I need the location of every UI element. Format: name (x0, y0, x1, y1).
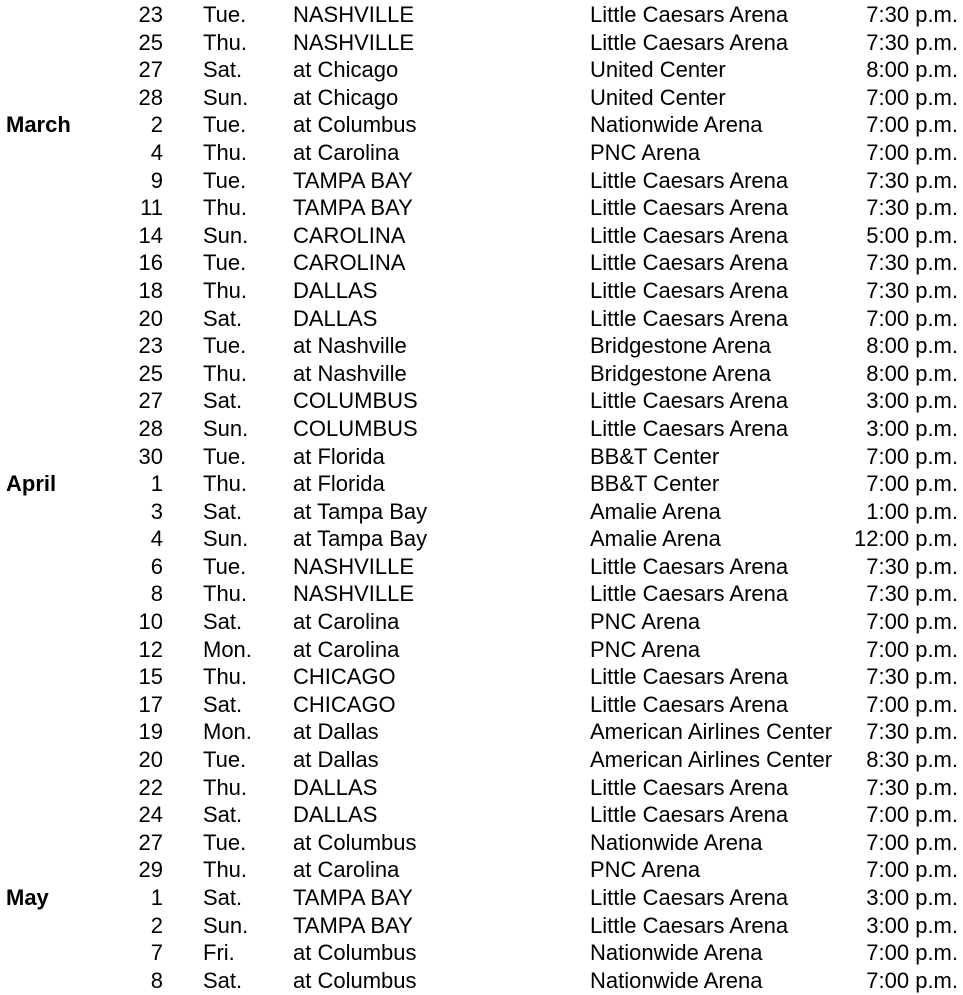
game-opponent: at Carolina (293, 609, 400, 635)
game-time: 7:00 p.m. (866, 305, 958, 331)
game-weekday: Sun. (203, 912, 249, 938)
game-venue: Little Caesars Arena (590, 277, 789, 303)
game-weekday: Thu. (203, 195, 248, 221)
game-day: 30 (138, 443, 163, 469)
game-venue: Little Caesars Arena (590, 305, 789, 331)
game-opponent: at Nashville (293, 333, 407, 359)
game-venue: Nationwide Arena (590, 829, 763, 855)
game-weekday: Thu. (203, 29, 248, 55)
game-weekday: Sun. (203, 526, 249, 552)
game-day: 2 (150, 912, 163, 938)
game-venue: Little Caesars Arena (590, 774, 789, 800)
game-venue: Nationwide Arena (590, 967, 763, 993)
game-venue: PNC Arena (590, 609, 701, 635)
game-venue: Little Caesars Arena (590, 195, 789, 221)
schedule-row (0, 1, 963, 29)
game-venue: United Center (590, 84, 726, 110)
game-weekday: Tue. (203, 250, 247, 276)
game-opponent: CHICAGO (293, 691, 396, 717)
game-opponent: TAMPA BAY (293, 195, 413, 221)
game-venue: Bridgestone Arena (590, 333, 772, 359)
schedule-row (0, 856, 963, 884)
game-time: 7:30 p.m. (866, 581, 958, 607)
game-time: 12:00 p.m. (854, 526, 958, 552)
game-opponent: at Columbus (293, 940, 417, 966)
schedule-row (0, 56, 963, 84)
game-venue: Little Caesars Arena (590, 2, 789, 27)
game-time: 3:00 p.m. (866, 388, 958, 414)
game-venue: Little Caesars Arena (590, 691, 789, 717)
schedule-row (0, 139, 963, 167)
game-opponent: NASHVILLE (293, 581, 415, 607)
schedule-row (0, 774, 963, 802)
game-weekday: Tue. (203, 2, 247, 27)
game-time: 3:00 p.m. (866, 415, 958, 441)
game-time: 8:30 p.m. (866, 747, 958, 773)
game-time: 7:00 p.m. (866, 443, 958, 469)
game-venue: PNC Arena (590, 857, 701, 883)
game-opponent: COLUMBUS (293, 388, 418, 414)
schedule-row (0, 553, 963, 581)
game-day: 9 (150, 167, 163, 193)
game-day: 28 (138, 84, 163, 110)
game-day: 8 (150, 581, 163, 607)
game-weekday: Sat. (203, 802, 243, 828)
schedule-row (0, 663, 963, 691)
game-weekday: Mon. (203, 636, 252, 662)
game-opponent: at Chicago (293, 57, 399, 83)
game-weekday: Fri. (203, 940, 235, 966)
game-day: 11 (140, 195, 163, 221)
game-time: 7:00 p.m. (866, 471, 958, 497)
game-opponent: at Carolina (293, 139, 400, 165)
schedule-row (0, 194, 963, 222)
schedule-row (0, 167, 963, 195)
game-opponent: at Dallas (293, 747, 379, 773)
month-label: May (6, 885, 49, 910)
game-time: 7:00 p.m. (866, 829, 958, 855)
game-opponent: NASHVILLE (293, 2, 415, 27)
game-day: 1 (150, 471, 163, 497)
game-opponent: at Chicago (293, 84, 399, 110)
game-weekday: Thu. (203, 277, 248, 303)
game-venue: Little Caesars Arena (590, 553, 789, 579)
game-opponent: CAROLINA (293, 222, 406, 248)
game-time: 7:30 p.m. (866, 277, 958, 303)
game-venue: Bridgestone Arena (590, 360, 772, 386)
game-day: 28 (138, 415, 163, 441)
game-opponent: NASHVILLE (293, 553, 415, 579)
game-venue: Little Caesars Arena (590, 167, 789, 193)
game-weekday: Thu. (203, 857, 248, 883)
game-opponent: at Nashville (293, 360, 407, 386)
game-weekday: Thu. (203, 139, 248, 165)
game-time: 7:00 p.m. (866, 857, 958, 883)
game-opponent: at Tampa Bay (293, 526, 428, 552)
game-weekday: Sun. (203, 84, 249, 110)
month-label: March (6, 112, 71, 138)
game-venue: PNC Arena (590, 139, 701, 165)
schedule-row (0, 718, 963, 746)
game-opponent: DALLAS (293, 774, 378, 800)
game-weekday: Tue. (203, 112, 247, 138)
game-opponent: TAMPA BAY (293, 885, 413, 910)
game-opponent: at Tampa Bay (293, 498, 428, 524)
game-venue: Little Caesars Arena (590, 885, 789, 910)
month-label: April (6, 471, 57, 497)
game-weekday: Sun. (203, 415, 249, 441)
game-opponent: DALLAS (293, 277, 378, 303)
game-time: 7:00 p.m. (866, 636, 958, 662)
schedule-table (0, 1, 963, 994)
schedule-row (0, 939, 963, 967)
game-day: 1 (150, 885, 163, 910)
game-weekday: Tue. (203, 747, 247, 773)
game-weekday: Thu. (203, 774, 248, 800)
game-time: 7:00 p.m. (866, 691, 958, 717)
game-day: 27 (138, 388, 163, 414)
game-time: 8:00 p.m. (866, 57, 958, 83)
game-time: 7:00 p.m. (866, 609, 958, 635)
game-weekday: Tue. (203, 333, 247, 359)
game-opponent: at Columbus (293, 967, 417, 993)
game-opponent: DALLAS (293, 305, 378, 331)
schedule-row (0, 470, 963, 498)
schedule-row (0, 912, 963, 940)
game-venue: BB&T Center (590, 443, 720, 469)
game-venue: Amalie Arena (590, 526, 721, 552)
schedule-row (0, 111, 963, 139)
game-time: 7:30 p.m. (866, 664, 958, 690)
schedule-row (0, 884, 963, 912)
game-weekday: Tue. (203, 167, 247, 193)
game-time: 7:30 p.m. (866, 719, 958, 745)
game-weekday: Sun. (203, 222, 249, 248)
schedule-row (0, 415, 963, 443)
game-day: 27 (138, 829, 163, 855)
game-opponent: at Carolina (293, 636, 400, 662)
game-time: 7:00 p.m. (866, 139, 958, 165)
game-venue: Little Caesars Arena (590, 29, 789, 55)
game-time: 7:00 p.m. (866, 84, 958, 110)
schedule-row (0, 608, 963, 636)
game-opponent: at Florida (293, 443, 385, 469)
schedule-row (0, 387, 963, 415)
game-weekday: Thu. (203, 664, 248, 690)
game-opponent: NASHVILLE (293, 29, 415, 55)
schedule-row (0, 360, 963, 388)
game-time: 3:00 p.m. (866, 885, 958, 910)
game-weekday: Thu. (203, 471, 248, 497)
game-venue: Nationwide Arena (590, 940, 763, 966)
game-venue: Little Caesars Arena (590, 802, 789, 828)
game-weekday: Tue. (203, 443, 247, 469)
game-day: 24 (138, 802, 163, 828)
game-time: 3:00 p.m. (866, 912, 958, 938)
game-time: 7:30 p.m. (866, 250, 958, 276)
schedule-row (0, 277, 963, 305)
game-venue: Little Caesars Arena (590, 664, 789, 690)
game-time: 5:00 p.m. (866, 222, 958, 248)
game-opponent: at Florida (293, 471, 385, 497)
game-day: 6 (150, 553, 163, 579)
game-weekday: Sat. (203, 305, 243, 331)
game-time: 7:30 p.m. (866, 774, 958, 800)
game-venue: United Center (590, 57, 726, 83)
schedule-row (0, 636, 963, 664)
schedule-row (0, 525, 963, 553)
game-weekday: Sat. (203, 609, 243, 635)
schedule-row (0, 498, 963, 526)
schedule-row (0, 691, 963, 719)
game-day: 7 (150, 940, 163, 966)
game-day: 15 (138, 664, 163, 690)
game-day: 22 (138, 774, 163, 800)
game-day: 8 (150, 967, 163, 993)
game-time: 7:00 p.m. (866, 802, 958, 828)
game-time: 7:00 p.m. (866, 940, 958, 966)
game-opponent: COLUMBUS (293, 415, 418, 441)
game-day: 3 (150, 498, 163, 524)
game-venue: Amalie Arena (590, 498, 721, 524)
game-day: 4 (150, 526, 163, 552)
game-day: 2 (150, 112, 163, 138)
game-weekday: Sat. (203, 885, 243, 910)
game-venue: American Airlines Center (590, 747, 833, 773)
game-day: 19 (138, 719, 163, 745)
game-opponent: at Columbus (293, 112, 417, 138)
game-venue: Little Caesars Arena (590, 250, 789, 276)
game-opponent: CHICAGO (293, 664, 396, 690)
game-day: 23 (138, 333, 163, 359)
game-time: 8:00 p.m. (866, 360, 958, 386)
game-venue: Little Caesars Arena (590, 581, 789, 607)
game-day: 18 (138, 277, 163, 303)
game-day: 16 (138, 250, 163, 276)
game-time: 7:00 p.m. (866, 967, 958, 993)
schedule-row (0, 801, 963, 829)
game-venue: Little Caesars Arena (590, 222, 789, 248)
game-opponent: at Carolina (293, 857, 400, 883)
game-time: 7:30 p.m. (866, 29, 958, 55)
game-opponent: at Columbus (293, 829, 417, 855)
schedule-row (0, 580, 963, 608)
game-weekday: Mon. (203, 719, 252, 745)
game-day: 25 (138, 360, 163, 386)
game-time: 7:30 p.m. (866, 167, 958, 193)
game-day: 20 (138, 747, 163, 773)
schedule-row (0, 746, 963, 774)
game-opponent: at Dallas (293, 719, 379, 745)
schedule-row (0, 222, 963, 250)
game-day: 10 (138, 609, 163, 635)
schedule-row (0, 332, 963, 360)
game-opponent: DALLAS (293, 802, 378, 828)
game-time: 7:30 p.m. (866, 553, 958, 579)
game-venue: Little Caesars Arena (590, 415, 789, 441)
game-venue: PNC Arena (590, 636, 701, 662)
game-day: 29 (138, 857, 163, 883)
schedule-row (0, 967, 963, 995)
game-day: 20 (138, 305, 163, 331)
game-weekday: Sat. (203, 498, 243, 524)
game-day: 23 (138, 2, 163, 27)
schedule-row (0, 443, 963, 471)
game-weekday: Sat. (203, 388, 243, 414)
game-venue: Little Caesars Arena (590, 912, 789, 938)
game-opponent: CAROLINA (293, 250, 406, 276)
game-day: 4 (150, 139, 163, 165)
game-day: 25 (138, 29, 163, 55)
game-weekday: Sat. (203, 967, 243, 993)
game-weekday: Thu. (203, 581, 248, 607)
game-weekday: Sat. (203, 57, 243, 83)
game-time: 7:30 p.m. (866, 2, 958, 27)
game-time: 1:00 p.m. (866, 498, 958, 524)
game-venue: BB&T Center (590, 471, 720, 497)
game-time: 7:30 p.m. (866, 195, 958, 221)
game-opponent: TAMPA BAY (293, 912, 413, 938)
game-day: 27 (138, 57, 163, 83)
schedule-row (0, 305, 963, 333)
game-venue: American Airlines Center (590, 719, 833, 745)
game-time: 8:00 p.m. (866, 333, 958, 359)
game-weekday: Tue. (203, 553, 247, 579)
game-day: 14 (138, 222, 163, 248)
game-venue: Little Caesars Arena (590, 388, 789, 414)
schedule-row (0, 29, 963, 57)
game-time: 7:00 p.m. (866, 112, 958, 138)
schedule-row (0, 84, 963, 112)
schedule-row (0, 249, 963, 277)
schedule-row (0, 829, 963, 857)
game-day: 12 (138, 636, 163, 662)
game-day: 17 (138, 691, 163, 717)
game-weekday: Tue. (203, 829, 247, 855)
game-weekday: Sat. (203, 691, 243, 717)
game-opponent: TAMPA BAY (293, 167, 413, 193)
game-venue: Nationwide Arena (590, 112, 763, 138)
game-weekday: Thu. (203, 360, 248, 386)
